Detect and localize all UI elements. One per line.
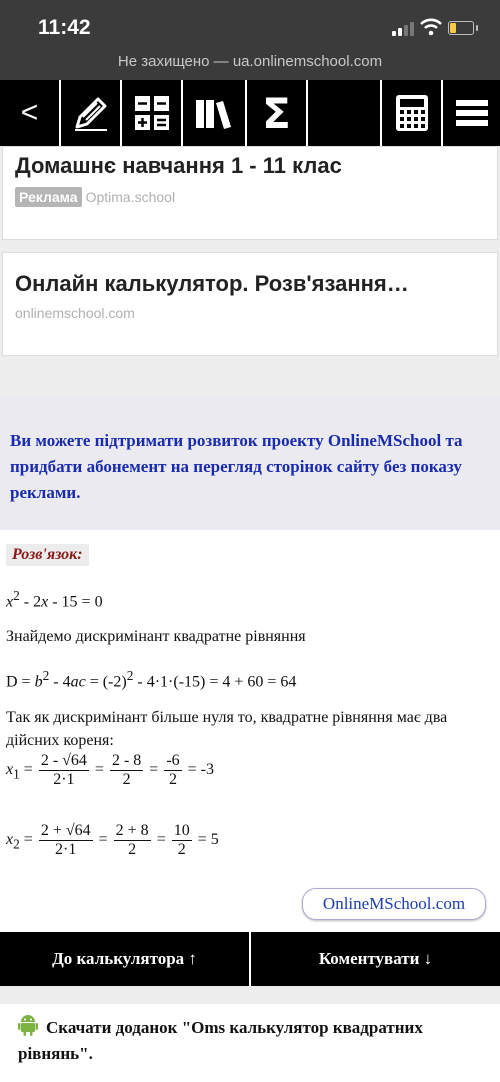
sigma-icon: Σ: [262, 88, 291, 138]
books-icon: [194, 93, 234, 133]
back-button[interactable]: [0, 80, 61, 146]
root-x2: $x_2$ = $\frac{2 + √64}{2\cdot 1}$ = $\frac{2 + 8}{2}$ = $\frac{10}{2}$ = 5: [6, 822, 219, 858]
pencil-icon: [71, 93, 111, 133]
clock: 11:42: [38, 16, 91, 39]
sigma-button[interactable]: [247, 80, 308, 146]
url-bar[interactable]: Не захищено — ua.onlinemschool.com: [0, 48, 500, 80]
step-text: Так як дискримінант більше нуля то, квадратне рівняння має два дійсних кореня:: [6, 709, 448, 749]
ad-title: Онлайн калькулятор. Розв'язання…: [15, 271, 409, 296]
support-text[interactable]: Ви можете підтримати розвиток проекту OnlineMSchool та придбати абонемент на перегляд сторінок сайту без показу реклами.: [10, 431, 463, 502]
ad-badge: Реклама: [15, 187, 82, 207]
ad-card-calculator[interactable]: [2, 252, 498, 356]
calculator-grid-button[interactable]: [122, 80, 183, 146]
calculator-icon: [394, 93, 430, 133]
menu-icon: [455, 98, 489, 128]
back-label: <: [20, 96, 39, 129]
status-bar: [0, 0, 500, 48]
fraction: $\frac{2 + 8}{2}$: [115, 822, 149, 858]
ad-source-text: Optima.school: [85, 189, 176, 205]
solution-block: [0, 530, 500, 932]
equation: $x^2 - 2x - 15 = 0$: [6, 588, 103, 611]
fraction: $\frac{2 - 8}{2}$: [111, 752, 142, 788]
wifi-icon: [420, 18, 442, 36]
ad-card-homeschool[interactable]: [2, 146, 498, 240]
fraction: $\frac{-6}{2}$: [166, 752, 180, 788]
fraction: $\frac{10}{2}$: [173, 822, 190, 858]
calculator-grid-icon: [132, 93, 172, 133]
to-calculator-button[interactable]: До калькулятора ↑: [0, 932, 251, 986]
cellular-signal-icon: [392, 20, 416, 36]
app-download-banner[interactable]: [0, 1004, 500, 1082]
menu-button[interactable]: [443, 80, 500, 146]
fraction: $\frac{2 + √64}{2\cdot 1}$: [40, 822, 91, 858]
onlinemschool-button[interactable]: OnlineMSchool.com: [302, 888, 486, 920]
pencil-button[interactable]: [61, 80, 122, 146]
app-download-text: Скачати доданок "Oms калькулятор квадратних рівнянь".: [18, 1018, 423, 1063]
books-button[interactable]: [183, 80, 247, 146]
calculator-button[interactable]: [382, 80, 443, 146]
battery-icon: [448, 21, 474, 35]
nav-spacer: [308, 80, 382, 146]
ad-source: onlinemschool.com: [15, 305, 135, 321]
discriminant: $D = b^2 - 4ac = (-2)^2 - 4\cdot 1\cdot(-15) = 4 + 60 = 64$: [6, 668, 297, 691]
top-navigation: [0, 80, 500, 146]
ad-source: [15, 189, 175, 205]
comment-button[interactable]: Коментувати ↓: [318, 949, 433, 968]
support-banner: [0, 398, 500, 530]
bottom-navigation: [0, 932, 500, 986]
step-text: Знайдемо дискримінант квадратне рівняння: [6, 628, 306, 645]
android-icon: [18, 1014, 38, 1036]
solution-heading: Розв'язок:: [6, 544, 89, 566]
fraction: $\frac{2 - √64}{2\cdot 1}$: [40, 752, 87, 788]
root-x1: $x_1$ = $\frac{2 - √64}{2\cdot 1}$ = $\frac{2 - 8}{2}$ = $\frac{-6}{2}$ = -3: [6, 752, 214, 788]
ad-title: Домашнє навчання 1 - 11 клас: [15, 153, 342, 178]
